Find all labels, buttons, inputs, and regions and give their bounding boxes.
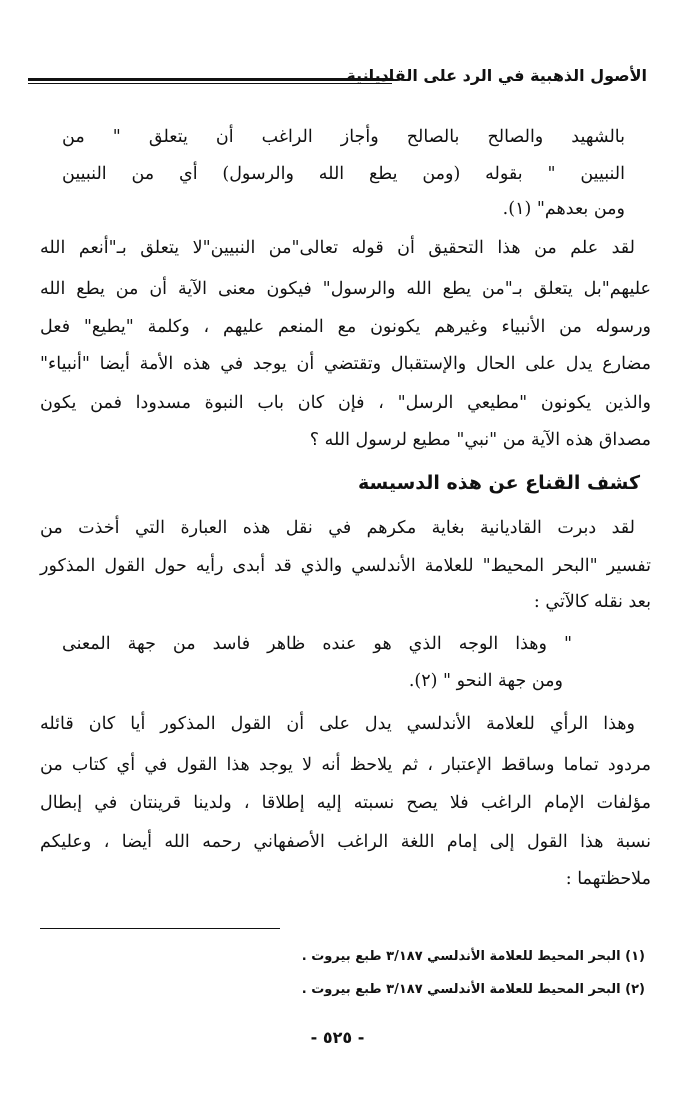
text-line: بالشهيد والصالح بالصالح وأجاز الراغب أن يتعلق " من	[62, 127, 625, 147]
text-line: بعد نقله كالآتي :	[533, 592, 651, 612]
page-header	[28, 60, 647, 100]
page-number: - ٥٢٥ -	[310, 1028, 365, 1047]
text-line: مؤلفات الإمام الراغب فلا يصح نسبته إليه إطلاقا ، ولدينا قرينتان في إبطال	[40, 793, 651, 813]
text-line: عليهم"بل يتعلق بـ"من يطع الله والرسول" فيكون معنى الآية أن من يطع الله	[40, 279, 651, 299]
text-line: نسبة هذا القول إلى إمام اللغة الراغب الأصفهاني رحمه الله أيضا ، وعليكم	[40, 832, 651, 852]
header-rule-thin	[28, 83, 392, 84]
text-line: ومن بعدهم" (١).	[502, 199, 625, 219]
header-rule	[28, 78, 392, 81]
text-line: والذين يكونون "مطيعي الرسل" ، فإن كان باب النبوة مسدودا فمن يكون	[40, 393, 651, 413]
text-line: مردود تماما وساقط الإعتبار ، ثم يلاحظ أنه لا يوجد هذا القول في أي كتاب من	[40, 755, 651, 775]
text-line: تفسير "البحر المحيط" للعلامة الأندلسي والذي قد أبدى رأيه حول القول المذكور	[40, 556, 651, 576]
text-line: النبيين " بقوله (ومن يطع الله والرسول) أي من النبيين	[62, 164, 625, 184]
quote-line: " وهذا الوجه الذي هو عنده ظاهر فاسد من جهة المعنى	[62, 634, 572, 654]
text-line: ملاحظتهما :	[565, 869, 651, 889]
footnote-rule	[40, 928, 280, 929]
footnote: (١) البحر المحيط للعلامة الأندلسي ٣/١٨٧ طبع بيروت .	[301, 949, 645, 964]
section-heading: كشف القناع عن هذه الدسيسة	[357, 472, 640, 494]
text-line: مضارع يدل على الحال والإستقبال وتقتضي أن يوجد في هذه الأمة أيضا "أنبياء"	[40, 354, 651, 374]
header-title: الأصول الذهبية في الرد على القاديانية	[346, 66, 647, 85]
text-line: لقد دبرت القاديانية بغاية مكرهم في نقل هذه العبارة التي أخذت من	[40, 518, 635, 538]
quote-line: ومن جهة النحو " (٢).	[408, 671, 563, 691]
text-line: ورسوله من الأنبياء وغيرهم يكونون مع المنعم عليهم ، وكلمة "يطيع" فعل	[40, 317, 651, 337]
text-line: مصداق هذه الآية من "نبي" مطيع لرسول الله ؟	[309, 430, 651, 450]
text-line: وهذا الرأي للعلامة الأندلسي يدل على أن القول المذكور أيا كان قائله	[40, 714, 635, 734]
footnote: (٢) البحر المحيط للعلامة الأندلسي ٣/١٨٧ طبع بيروت .	[301, 982, 645, 997]
text-line: لقد علم من هذا التحقيق أن قوله تعالى"من النبيين"لا يتعلق بـ"أنعم الله	[40, 238, 635, 258]
